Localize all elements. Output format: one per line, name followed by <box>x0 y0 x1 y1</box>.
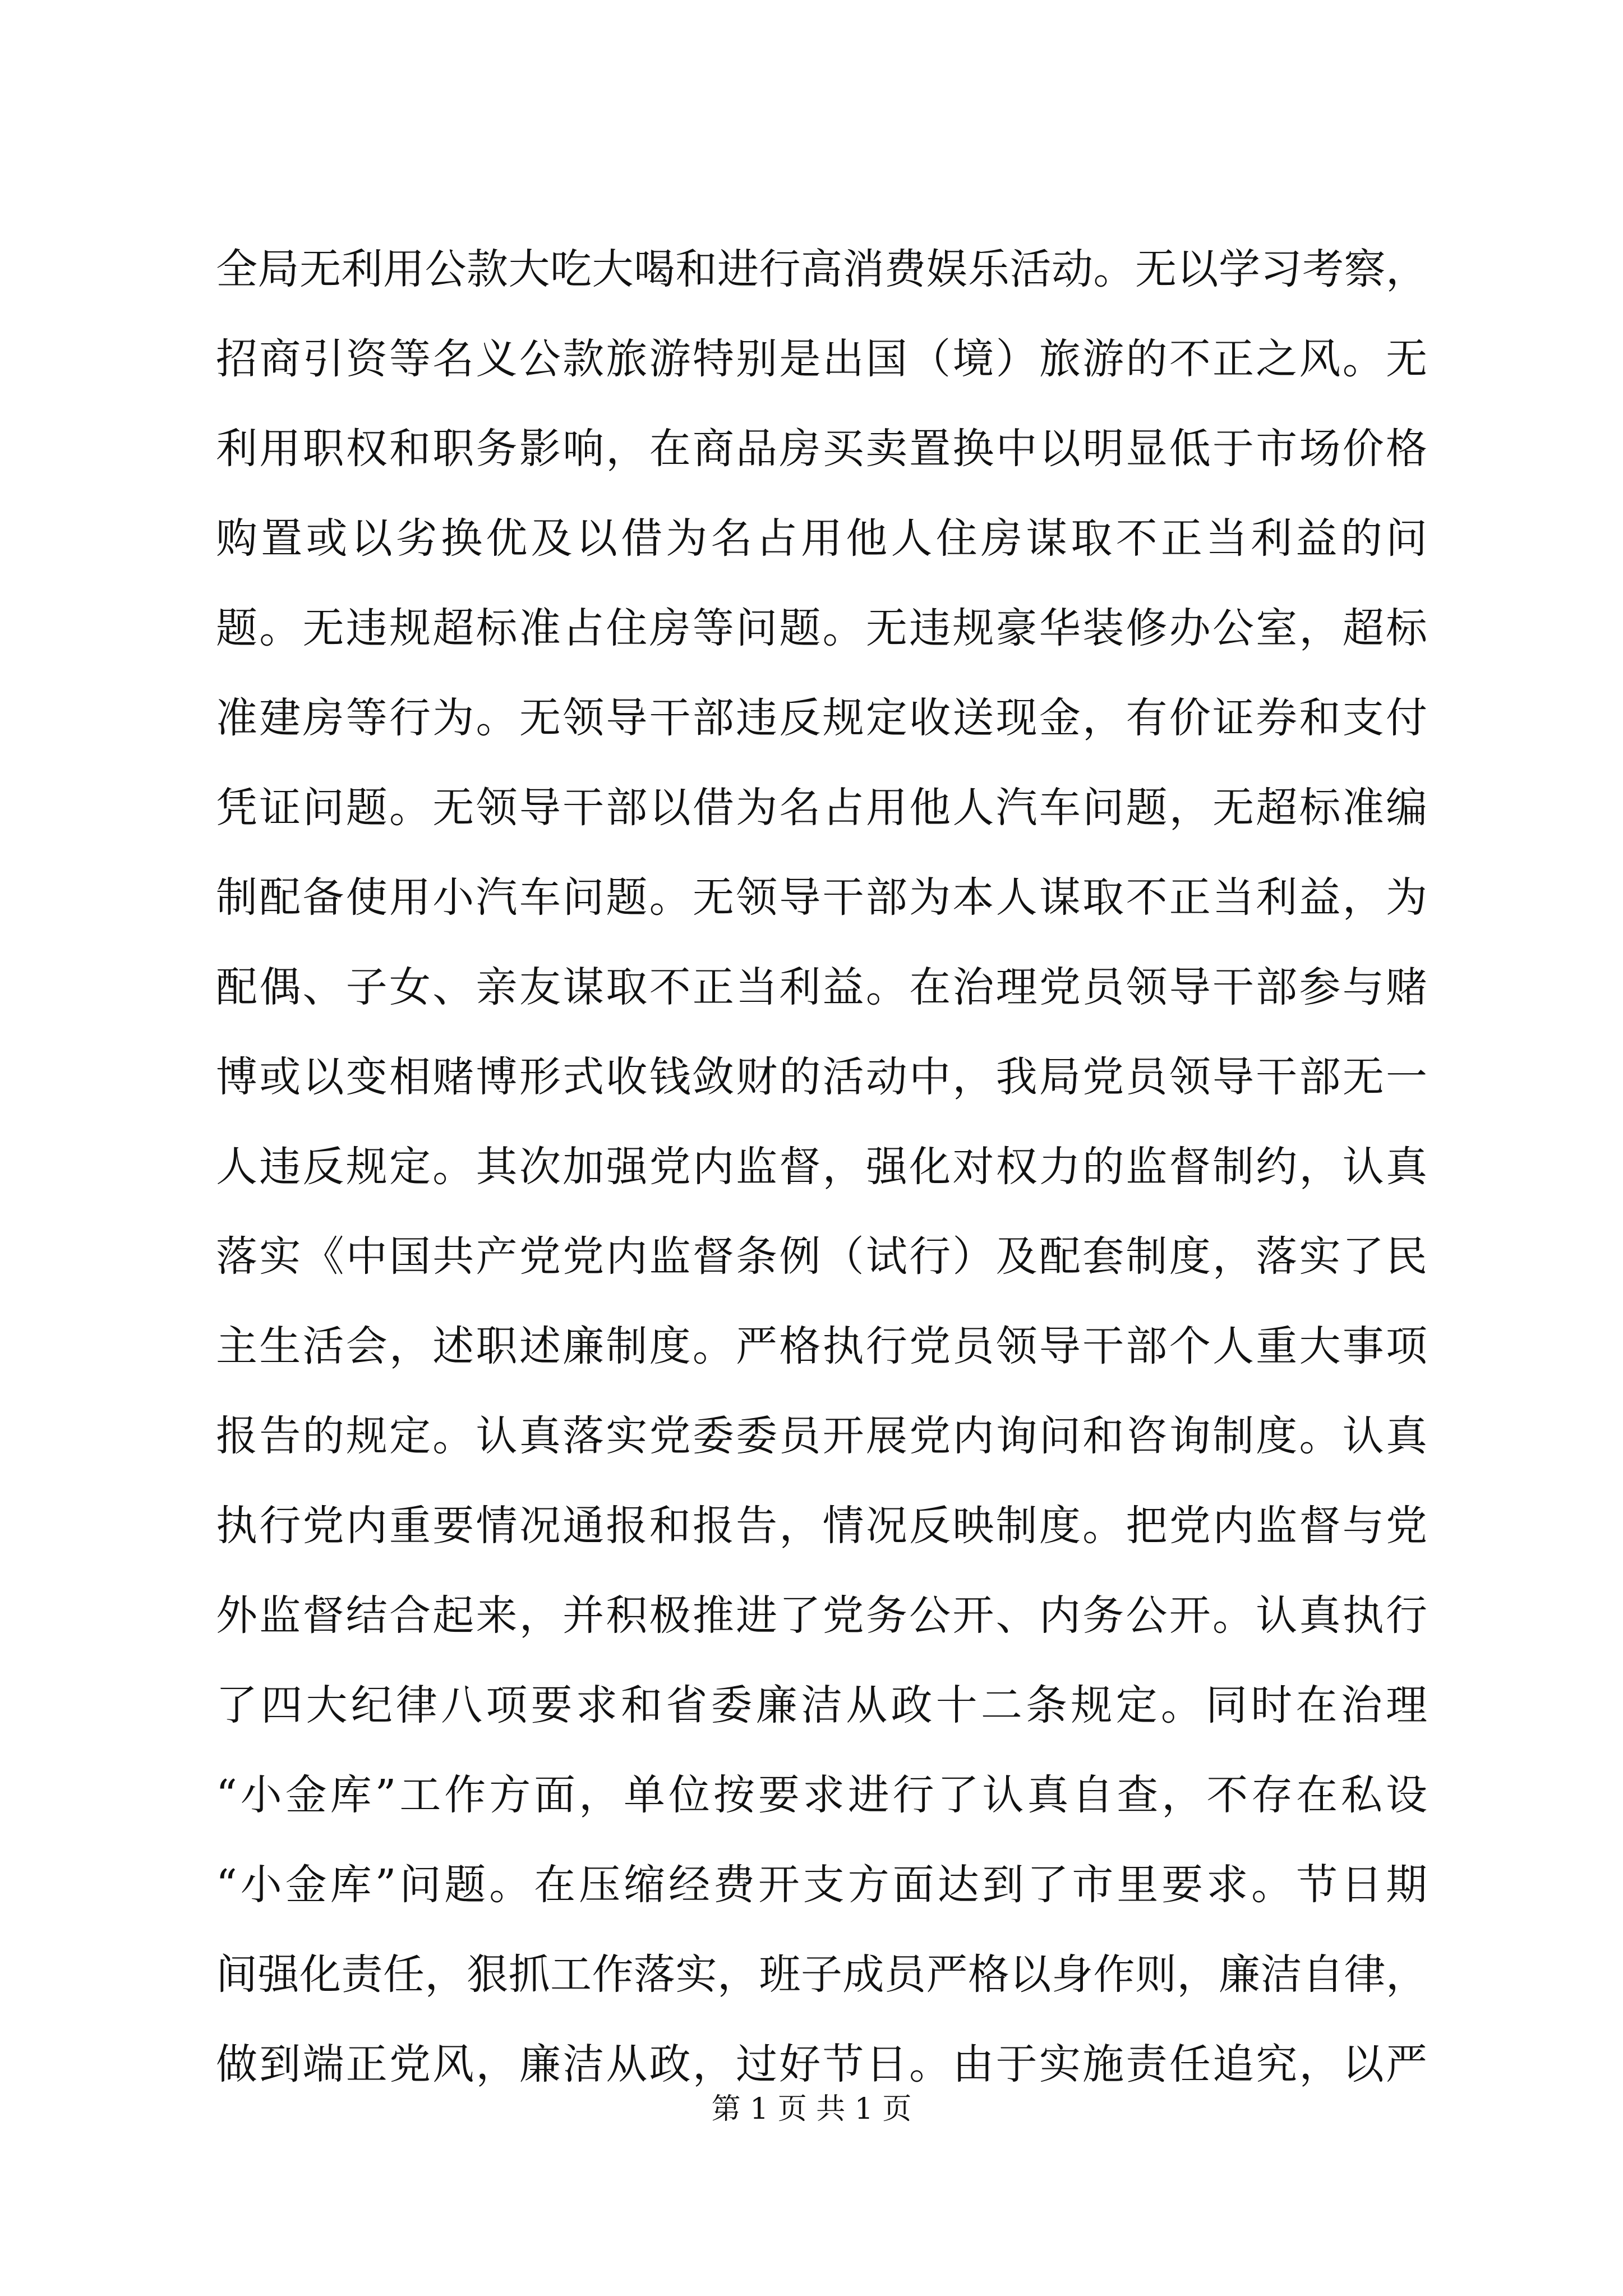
text-line: 博或以变相赌博形式收钱敛财的活动中，我局党员领导干部无一 <box>216 1053 1427 1101</box>
text-line: 落实《中国共产党党内监督条例（试行）及配套制度，落实了民 <box>216 1232 1427 1281</box>
page-number-footer: 第 1 页 共 1 页 <box>711 2092 912 2126</box>
text-line: 全局无利用公款大吃大喝和进行高消费娱乐活动。无以学习考察， <box>216 245 1427 293</box>
text-line: 利用职权和职务影响，在商品房买卖置换中以明显低于市场价格 <box>216 425 1427 473</box>
text-line: 准建房等行为。无领导干部违反规定收送现金，有价证券和支付 <box>216 694 1427 742</box>
text-line: 凭证问题。无领导干部以借为名占用他人汽车问题，无超标准编 <box>216 784 1427 832</box>
text-line: “小金库”工作方面，单位按要求进行了认真自查，不存在私设 <box>216 1771 1427 1819</box>
text-line: 执行党内重要情况通报和报告，情况反映制度。把党内监督与党 <box>216 1502 1427 1550</box>
text-line: 人违反规定。其次加强党内监督，强化对权力的监督制约，认真 <box>216 1143 1427 1191</box>
text-line: 招商引资等名义公款旅游特别是出国（境）旅游的不正之风。无 <box>216 335 1427 383</box>
text-line: 报告的规定。认真落实党委委员开展党内询问和咨询制度。认真 <box>216 1412 1427 1460</box>
text-line: “小金库”问题。在压缩经费开支方面达到了市里要求。节日期 <box>216 1861 1427 1909</box>
text-line: 了四大纪律八项要求和省委廉洁从政十二条规定。同时在治理 <box>216 1681 1427 1729</box>
body-text <box>216 224 1427 2109</box>
text-line: 主生活会，述职述廉制度。严格执行党员领导干部个人重大事项 <box>216 1322 1427 1370</box>
text-line: 购置或以劣换优及以借为名占用他人住房谋取不正当利益的问 <box>216 514 1427 563</box>
text-line: 间强化责任，狠抓工作落实，班子成员严格以身作则，廉洁自律， <box>216 1950 1427 1999</box>
text-line: 制配备使用小汽车问题。无领导干部为本人谋取不正当利益，为 <box>216 873 1427 922</box>
text-line: 外监督结合起来，并积极推进了党务公开、内务公开。认真执行 <box>216 1591 1427 1640</box>
text-line: 题。无违规超标准占住房等问题。无违规豪华装修办公室，超标 <box>216 604 1427 652</box>
text-line: 配偶、子女、亲友谋取不正当利益。在治理党员领导干部参与赌 <box>216 963 1427 1011</box>
text-line: 做到端正党风，廉洁从政，过好节日。由于实施责任追究，以严 <box>216 2040 1427 2088</box>
